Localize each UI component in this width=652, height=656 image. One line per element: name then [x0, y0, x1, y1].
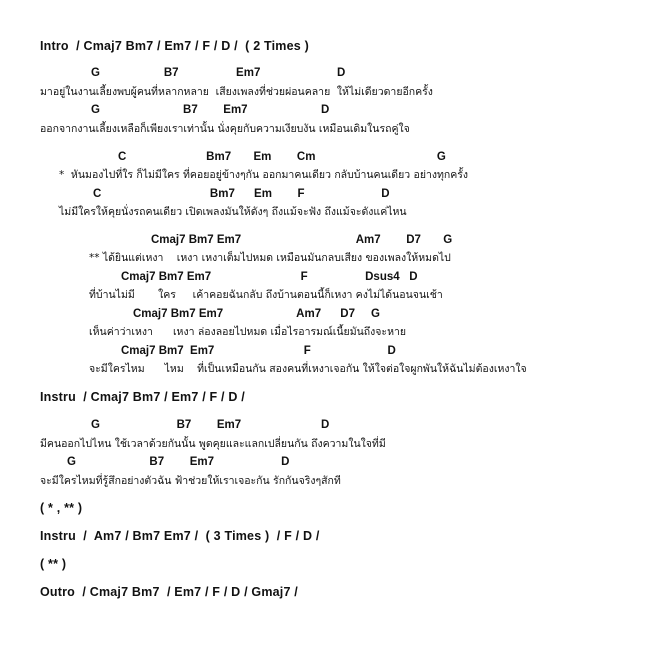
chord-line: Cmaj7 Bm7 Em7 F Dsus4 D	[121, 271, 418, 283]
lyric-line: จะมีใครไหมที่รู้สึกอย่างตัวฉัน ฟ้าช่วยให้เราเจอะกัน รักกันจริงๆสักที	[40, 475, 341, 487]
lyric-line: * หันมองไปที่ใร ก็ไม่มีใคร ที่คอยอยู่ข้างๆกัน ออกมาคนเดียว กลับบ้านคนเดียว อย่างทุกครั้ง	[59, 169, 469, 181]
chord-line: C Bm7 Em Cm G	[118, 151, 446, 163]
lyric-line: ออกจากงานเลี้ยงเหลือก็เพียงเราเท่านั้น นั่งคุยกับความเงียบงัน เหมือนเดิมในรถคู่ใจ	[40, 123, 410, 135]
chord-line: G B7 Em7 D	[91, 419, 330, 431]
lyric-line: มีคนออกไปไหน ใช้เวลาด้วยกันนั้น พูดคุยและแลกเปลี่ยนกัน ถึงความในใจที่มี	[40, 438, 386, 450]
lyric-line: มาอยู่ในงานเลี้ยงพบผู้คนที่หลากหลาย เสียงเพลงที่ช่วยผ่อนคลาย ให้ไม่เดียวดายอีกครั้ง	[40, 86, 433, 98]
lyric-line: เห็นค่าว่าเหงา เหงา ล่องลอยไปหมด เมื่อไรอารมณ์เนี้ยมันถึงจะหาย	[89, 326, 407, 338]
lyric-line: ไม่มีใครให้คุยนั่งรถคนเดียว เปิดเพลงมันให้ดังๆ ถึงแม้จะฟัง ถึงแม้จะดังแค่ไหน	[59, 206, 407, 218]
lyric-line: ** ได้ยินแต่เหงา เหงา เหงาเต็มไปหมด เหมือนมันกลบเสียง ของเพลงให้หมดไป	[89, 252, 451, 264]
chord-line: G B7 Em7 D	[91, 104, 330, 116]
repeat-marker: ( * , ** )	[40, 501, 83, 515]
chord-line: Cmaj7 Bm7 Em7 F D	[121, 345, 396, 357]
outro-line: Outro / Cmaj7 Bm7 / Em7 / F / D / Gmaj7 /	[40, 585, 298, 599]
instru-line: Instru / Cmaj7 Bm7 / Em7 / F / D /	[40, 390, 245, 404]
lyric-line: ที่บ้านไม่มี ใคร เค้าคอยฉันกลับ ถึงบ้านตอนนี้ก็เหงา คงไม่ได้นอนจนเช้า	[89, 289, 443, 301]
instru-line: Instru / Am7 / Bm7 Em7 / ( 3 Times ) / F / D /	[40, 529, 320, 543]
intro-line: Intro / Cmaj7 Bm7 / Em7 / F / D / ( 2 Times )	[40, 39, 309, 53]
chord-line: G B7 Em7 D	[67, 456, 290, 468]
chord-line: G B7 Em7 D	[91, 67, 346, 79]
chord-line: Cmaj7 Bm7 Em7 Am7 D7 G	[133, 308, 380, 320]
lyric-line: จะมีใครไหม ไหม ที่เป็นเหมือนกัน สองคนที่เหงาเจอกัน ให้ใจต่อใจผูกพันให้ฉันไม่ต้องเหงาใจ	[89, 363, 527, 375]
chord-line: Cmaj7 Bm7 Em7 Am7 D7 G	[151, 234, 453, 246]
repeat-marker: ( ** )	[40, 557, 67, 571]
chord-line: C Bm7 Em F D	[93, 188, 390, 200]
